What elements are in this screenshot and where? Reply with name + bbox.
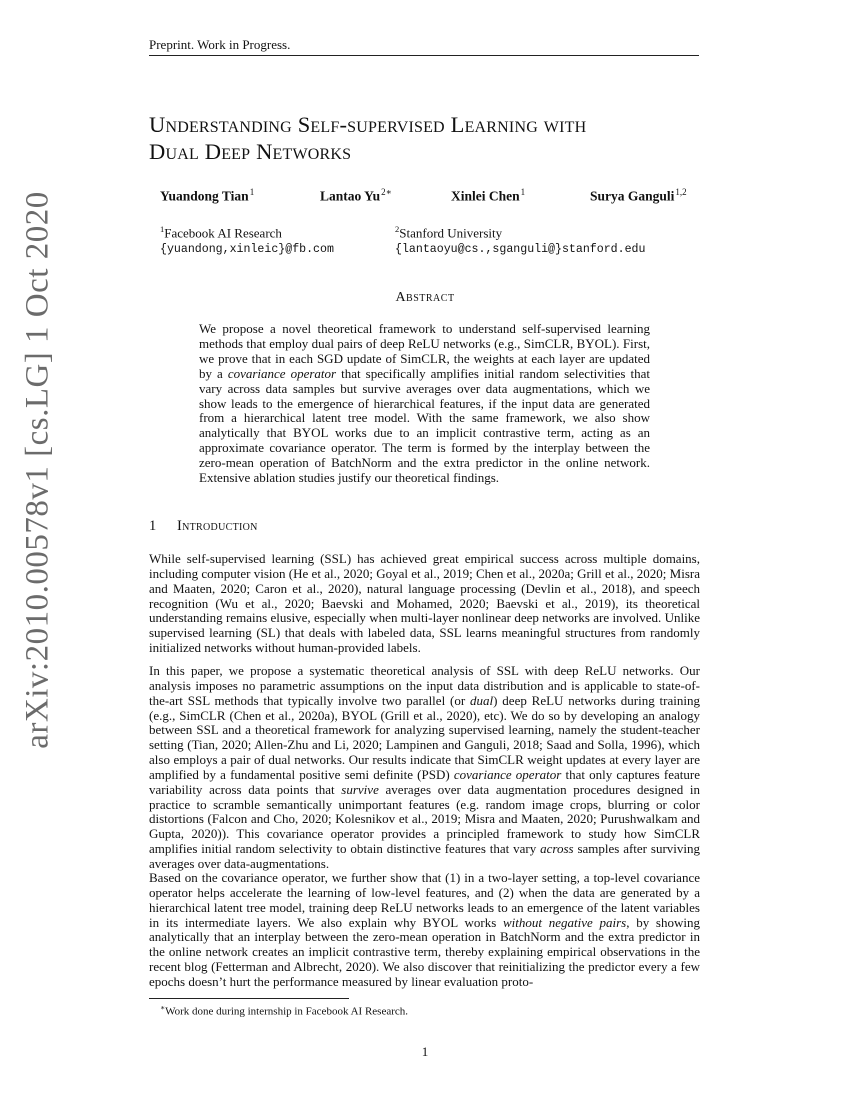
intro-paragraph-2: In this paper, we propose a systematic theoretical analysis of SSL with deep ReLU networks. Our analysis imposes no parametric assumptions on the input data distribution and is applicable to state-of-the-art SSL methods that typically involve two parallel (or dual) deep ReLU networks during training (e.g., SimCLR (Chen et al., 2020a), BYOL (Grill et al., 2020), etc). We do so by developing an analogy between SSL and a theoretical framework for analyzing supervised learning, namely the student-teacher setting (Tian, 2020; Allen-Zhu and Li, 2020; Lampinen and Ganguli, 2018; Saad and Solla, 1996), which also employs a pair of dual networks. Our results indicate that SimCLR weight updates at every layer are amplified by a fundamental positive semi definite (PSD) covariance operator that only captures feature variability across data points that survive averages over data augmentation procedures designed in practice to scramble semantically unimportant features (e.g. random image crops, blurring or color distortions (Falcon and Cho, 2020; Kolesnikov et al., 2019; Misra and Maaten, 2020; Purushwalkam and Gupta, 2020)). This covariance operator provides a principled framework to study how SimCLR amplifies initial random selectivity to obtain distinctive features that vary across samples after surviving averages over data-augmentations. xyxy=(149,663,701,871)
section-number: 1 xyxy=(149,518,157,534)
author-1 xyxy=(160,187,254,205)
affiliation-mark: 1 xyxy=(160,224,165,234)
intro-paragraph-1: While self-supervised learning (SSL) has achieved great empirical success across multiple domains, including computer vision (He et al., 2020; Goyal et al., 2019; Chen et al., 2020a; Grill et al., 2020; Misra and Maaten, 2020; Caron et al., 2020), natural language processing (Devlin et al., 2018), and speech recognition (Wu et al., 2020; Baevski and Mohamed, 2020; Baevski et al., 2019), its theoretical understanding remains elusive, especially when multi-layer nonlinear deep networks are involved. Unlike supervised learning (SL) that deals with labeled data, SSL learns meaningful structures from randomly initialized networks without human-provided labels. xyxy=(149,551,700,656)
section-title: Introduction xyxy=(177,518,258,534)
preprint-note: Preprint. Work in Progress. xyxy=(149,37,291,52)
abstract-body: We propose a novel theoretical framework to understand self-supervised learning methods that employ dual pairs of deep ReLU networks (e.g., SimCLR, BYOL). First, we prove that in each SGD update of SimCLR, the weights at each layer are updated by a covariance operator that specifically amplifies initial random selectivities that vary across data samples but survive averages over data augmentations, which we show leads to the emergence of hierarchical features, if the input data are generated from a hierarchical latent tree model. With the same framework, we also show analytically that BYOL works due to an implicit contrastive term, acting as an approximate covariance operator. The term is formed by the interplay between the zero-mean operation of BatchNorm and the extra predictor in the online network. Extensive ablation studies justify our theoretical findings. xyxy=(199,321,650,486)
author-name: Xinlei Chen xyxy=(451,188,520,204)
arxiv-identifier: arXiv:2010.00578v1 [cs.LG] 1 Oct 2020 xyxy=(19,191,56,749)
author-3 xyxy=(451,187,525,205)
affiliation-name: Facebook AI Research xyxy=(164,225,282,241)
abstract-heading: Abstract xyxy=(395,290,455,305)
affiliation-mark: 2 xyxy=(395,224,400,234)
footnote-mark: ∗ xyxy=(160,1003,166,1012)
author-2 xyxy=(320,187,392,205)
author-name: Yuandong Tian xyxy=(160,188,249,204)
paper-title xyxy=(149,111,709,165)
affiliation-name: Stanford University xyxy=(399,225,503,241)
page-number: 1 xyxy=(421,1044,429,1059)
footnote xyxy=(160,1003,408,1018)
section-heading xyxy=(149,518,258,535)
title-line-1: Understanding Self-supervised Learning with xyxy=(149,112,587,137)
header-divider xyxy=(149,55,699,56)
affiliation-1 xyxy=(160,221,334,258)
affiliation-email: {lantaoyu@cs.,sganguli@}stanford.edu xyxy=(395,243,646,257)
author-name: Lantao Yu xyxy=(320,188,381,204)
affiliation-2 xyxy=(395,221,645,258)
title-line-2: Dual Deep Networks xyxy=(149,139,352,164)
author-mark: 2∗ xyxy=(381,187,392,197)
footnote-text: Work done during internship in Facebook AI Research. xyxy=(165,1005,409,1018)
author-mark: 1,2 xyxy=(675,187,687,197)
affiliation-email: {yuandong,xinleic}@fb.com xyxy=(160,243,334,257)
author-mark: 1 xyxy=(249,187,255,197)
intro-paragraph-3: Based on the covariance operator, we further show that (1) in a two-layer setting, a top-level covariance operator helps accelerate the learning of low-level features, and (2) when the data are generated by a hierarchical latent tree model, training deep ReLU networks leads to an emergence of the latent variables in its intermediate layers. We also explain why BYOL works without negative pairs, by showing analytically that an interplay between the zero-mean operation in BatchNorm and the extra predictor in the online network creates an implicit contrastive term, thereby explaining empirical observations in the recent blog (Fetterman and Albrecht, 2020). We also discover that reinitializing the predictor every a few epochs doesn’t hurt the performance measured by linear evaluation proto- xyxy=(149,870,700,989)
author-4 xyxy=(590,187,687,205)
author-name: Surya Ganguli xyxy=(590,188,675,204)
footnote-divider xyxy=(149,998,349,999)
author-mark: 1 xyxy=(520,187,526,197)
